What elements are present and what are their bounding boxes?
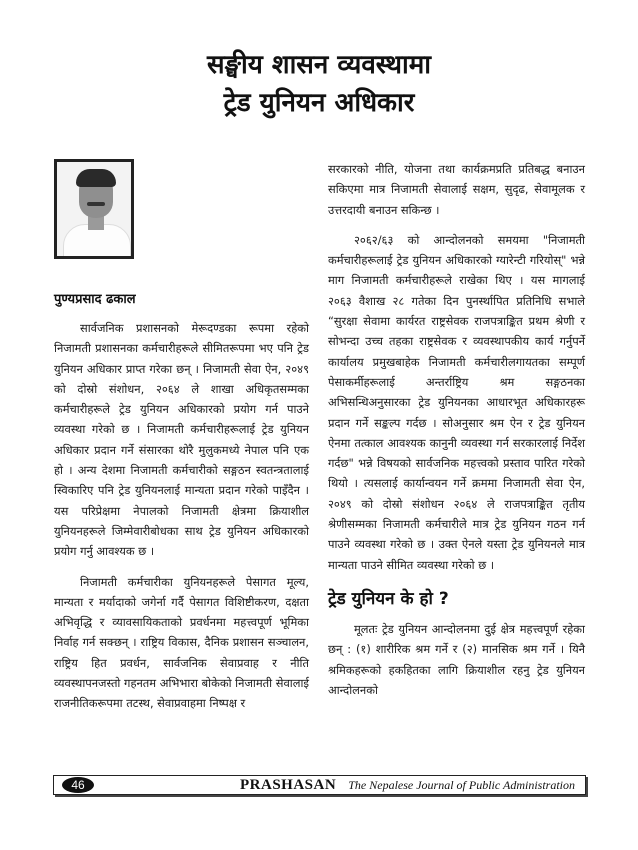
body-paragraph: मूलतः ट्रेड युनियन आन्दोलनमा दुई क्षेत्र महत्त्वपूर्ण रहेका छन् : (१) शारीरिक श्रम गर्ने र (२) मानसिक श्रम गर्ने । यिनै श्रमिकहरूको हकहितका लागि क्रियाशील रहनु ट्रेड युनियन आन्दोलनको [328, 621, 585, 697]
article-title-line-2: ट्रेड युनियन अधिकार [223, 88, 415, 118]
journal-subtitle: The Nepalese Journal of Public Administration [348, 778, 575, 792]
body-paragraph: निजामती कर्मचारीका युनियनहरूले पेसागत मूल्य, मान्यता र मर्यादाको जगेर्ना गर्दै पेसागत विशिष्टीकरण, दक्षता अभिवृद्धि र व्यावसायिकताको प्रवर्धनमा महत्त्वपूर्ण भूमिका निर्वाह गर्न सक्छन् । राष्ट्रिय विकास, दैनिक प्रशासन सञ्चालन, राष्ट्रिय हित प्रवर्धन, सार्वजनिक सेवाप्रवाह र नीति व्यवस्थापनजस्तो गहनतम अभिभारा बोकेको निजामती सेवालाई राजनीतिकरूपमा तटस्थ, सेवाप्रवाहमा निष्पक्ष र [54, 574, 309, 711]
body-paragraph: सार्वजनिक प्रशासनको मेरूदण्डका रूपमा रहेको निजामती प्रशासनका कर्मचारीहरूले सीमितरूपमा भए पनि ट्रेड युनियन अधिकार प्राप्त गरेका छन् । निजामती सेवा ऐन, २०४९ को दोस्रो संशोधन, २०६४ ले शाखा अधिकृतसम्मका कर्मचारीहरूले ट्रेड युनियन अधिकारको प्रयोग गर्न पाउने व्यवस्था गरेको छ । निजामती कर्मचारीहरूलाई ट्रेड युनियन अधिकार प्रदान गर्ने संसारका थोरै मुलुकमध्ये नेपाल पनि एक हो । अन्य देशमा निजामती कर्मचारीको सङ्गठन स्वतन्त्रतालाई स्विकारिए पनि ट्रेड युनियनलाई मान्यता प्रदान गरेको पाइँदैन । यस परिप्रेक्षमा नेपालको निजामती क्षेत्रमा क्रियाशील युनियनहरूले जिम्मेवारीबोधका साथ ट्रेड युनियन अधिकारको प्रयोग गर्नु आवश्यक छ । [54, 321, 309, 559]
article-title-line-1: सङ्घीय शासन व्यवस्थामा [206, 50, 432, 80]
body-paragraph: २०६२/६३ को आन्दोलनको समयमा "निजामती कर्मचारीहरूलाई ट्रेड युनियन अधिकारको ग्यारेन्टी गरियोस्" भन्ने माग निजामती कर्मचारीहरूले राखेका थिए । यस मागलाई २०६३ वैशाख २८ गतेका दिन पुनर्स्थापित प्रतिनिधि सभाले “सुरक्षा सेवामा कार्यरत राष्ट्रसेवक राजपत्राङ्कित प्रथम श्रेणी र सोभन्दा उच्च तहका राष्ट्रसेवक र व्यवस्थापकीय कार्य गर्नुपर्ने कार्यालय प्रमुखबाहेक निजामती कर्मचारीलगायतका सम्पूर्ण पेसाकर्मीहरूलाई अन्तर्राष्ट्रिय श्रम सङ्गठनका अभिसन्धिअनुसारका ट्रेड युनियनका आधारभूत अधिकारहरू प्रदान गर्ने सङ्कल्प गर्दछ । सोअनुसार श्रम ऐन र ट्रेड युनियन ऐनमा तत्काल आवश्यक कानुनी व्यवस्था गर्न सरकारलाई निर्देश गर्दछ" भन्ने विषयको सार्वजनिक महत्त्वको प्रस्ताव पारित गरेको थियो । त्यसलाई कार्यान्वयन गर्ने क्रममा निजामती सेवा ऐन, २०४९ को दोस्रो संशोधन २०६४ ले राजपत्राङ्कित तृतीय श्रेणीसम्मका निजामती कर्मचारीले मात्र ट्रेड युनियन गठन गर्न पाउने व्यवस्था गरेको छ । उक्त ऐनले यस्ता ट्रेड युनियनले मात्र मान्यता पाउने सीमित व्यवस्था गरेको छ । [328, 232, 585, 572]
left-column [54, 318, 309, 724]
page-footer [53, 775, 586, 795]
author-name: पुण्यप्रसाद ढकाल [54, 292, 136, 307]
author-photo [54, 159, 134, 259]
body-paragraph: सरकारको नीति, योजना तथा कार्यक्रमप्रति प्रतिबद्ध बनाउन सकिएमा मात्र निजामती सेवालाई सक्षम, सुदृढ, सेवामूलक र उत्तरदायी बनाउन सकिन्छ । [328, 162, 585, 217]
journal-name: PRASHASAN [240, 777, 337, 793]
right-column [328, 159, 585, 710]
page-number-badge: 46 [62, 777, 94, 793]
section-heading: ट्रेड युनियन के हो ? [328, 588, 449, 609]
